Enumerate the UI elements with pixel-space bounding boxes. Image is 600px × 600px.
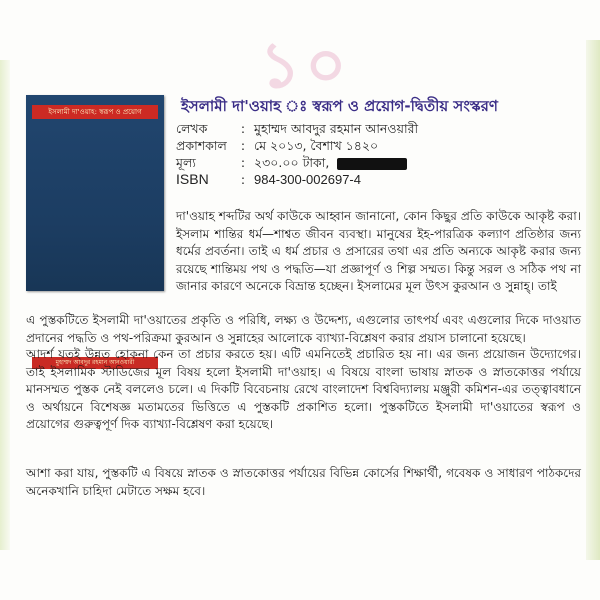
redaction-mark [337,158,407,170]
published-label: প্রকাশকাল [176,138,227,153]
cover-author: মুহাম্মদ আবদুর রহমান আনওয়ারী [32,357,158,369]
author-label: লেখক [176,121,208,136]
description-paragraph-1: দা'ওয়াহ শব্দটির অর্থ কাউকে আহ্বান জানানো, কোন কিছুর প্রতি কাউকে আকৃষ্ট করা। ইসলাম শান্তির ধর্ম—শাশ্বত জীবন ব্যবস্থা। মানুষের ইহ-পারত্রিক কল্যাণ প্রতিষ্ঠার জন্য ধর্মের প্রবর্তনা। তাই এ ধর্ম প্রচার ও প্রসারের তথা এর প্রতি অন্যকে আকৃষ্ট করার জন্য রয়েছে শান্তিময় পথ ও পদ্ধতি—যা প্রজ্ঞাপূর্ণ ও শিল্প সম্মত। কিন্তু সরল ও সঠিক পথ না জানার কারণে অনেকে বিভ্রান্ত হচ্ছেন। ইসলামের মূল উৎস কুরআন ও সুন্নাহ্। তাই [176,209,581,293]
watermark: ১০ [259,28,351,103]
page-edge-left [0,60,10,550]
author-value: মুহাম্মদ আবদুর রহমান আনওয়ারী [254,121,419,136]
book-metadata [176,120,586,188]
meta-row-isbn [176,171,586,188]
colon: : [240,121,246,136]
published-value: মে ২০১৩, বৈশাখ ১৪২০ [254,138,379,153]
book-title: ইসলামী দা'ওয়াহ ঃ স্বরূপ ও প্রয়োগ-দ্বিতীয় সংস্করণ [181,97,498,115]
meta-row-author [176,120,586,137]
book-cover-image [26,95,164,366]
meta-row-published [176,137,586,154]
description-paragraph-2: এ পুস্তকটিতে ইসলামী দা'ওয়াতের প্রকৃতি ও পরিধি, লক্ষ্য ও উদ্দেশ্য, এগুলোর তাৎপর্য এবং এগুলোর দিকে দাওয়াত প্রদানের পদ্ধতি ও পথ-পরিক্রমা কুরআন ও সুন্নাহের আলোকে ব্যাখ্যা-বিশ্লেষণ করার প্রয়াস চালানো হয়েছে। [26,313,581,345]
isbn-value: 984-300-002697-4 [254,172,361,187]
price-value: ২৩০.০০ টাকা, [254,155,330,170]
colon: : [240,155,246,170]
isbn-label: ISBN [176,171,209,187]
description-paragraph-4: আশা করা যায়, পুস্তকটি এ বিষয়ে স্নাতক ও স্নাতকোত্তর পর্যায়ের বিভিন্ন কোর্সের শিক্ষার্থী, গবেষক ও সাধারণ পাঠকদের অনেকখানি চাহিদা মেটাতে সক্ষম হবে। [26,466,581,498]
cover-title: ইসলামী দা'ওয়াহ: স্বরূপ ও প্রয়োগ [32,105,158,119]
description-paragraph-3: আদর্শ যতই উন্নত হোকনা কেন তা প্রচার করতে হয়। এটি এমনিতেই প্রচারিত হয় না। এর জন্য প্রয়োজন উদ্যোগের। তাই ইসলামিক স্টাডিজের মূল বিষয় হলো ইসলামী দা'ওয়াহ। এ বিষয়ে বাংলা ভাষায় স্নাতক ও স্নাতকোত্তর পর্যায়ে মানসম্মত পুস্তক নেই বললেও চলে। এ দিকটি বিবেচনায় রেখে বাংলাদেশ বিশ্ববিদ্যালয় মঞ্জুরী কমিশন-এর তত্ত্বাবধানে ও অর্থায়নে বিশেষজ্ঞ মতামতের ভিত্তিতে এ পুস্তকটি প্রকাশিত হলো। পুস্তকটিতে ইসলামী দা'ওয়াতের স্বরূপ ও প্রয়োগের গুরুত্বপূর্ণ দিক ব্যাখ্যা-বিশ্লেষণ করা হয়েছে। [26,347,581,431]
colon: : [240,138,246,153]
price-value-wrap [254,154,407,171]
meta-row-price [176,154,586,171]
page-edge-right [586,40,600,560]
colon: : [240,172,246,187]
price-label: মূল্য [176,155,196,170]
